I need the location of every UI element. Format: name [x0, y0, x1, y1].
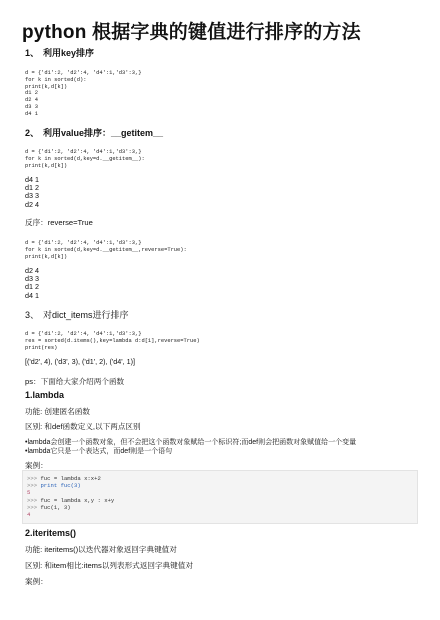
code-block-reverse-sort: d = {'d1':2, 'd2':4, 'd4':1,'d3':3,} for k in sorted(d,key=d.__getitem__,reverse=True): print(k,d[k]) [25, 240, 187, 260]
lambda-heading: 1.lambda [25, 390, 65, 400]
output-value-sort: d4 1 d1 2 d3 3 d2 4 [25, 175, 39, 209]
section-heading-items-sort [25, 308, 129, 321]
page-title: python 根据字典的键值进行排序的方法 [22, 22, 361, 43]
section-heading-text: 对dict_items进行排序 [43, 310, 129, 320]
code-block-items-sort: d = {'d1':2, 'd2':4, 'd4':1,'d3':3,} res = sorted(d.items(),key=lambda d:d[1],reverse=True) print(res) [25, 331, 200, 351]
output-reverse-sort: d2 4 d3 3 d1 2 d4 1 [25, 266, 39, 300]
lambda-code: >>> fuc = lambda x:x+2 >>> print fuc(3) 5 >>> fuc = lambda x,y : x+y >>> fuc(1, 3) 4 [27, 475, 115, 519]
section-heading-value-sort [25, 126, 163, 139]
ps-note: ps：下面给大家介绍两个函数 [25, 377, 125, 386]
output-items-sort: [('d2', 4), ('d3', 3), ('d1', 2), ('d4', 1)] [25, 357, 136, 366]
section-index: 3、 [25, 310, 40, 320]
section-heading-text: 利用value排序：__getitem__ [43, 128, 164, 138]
code-block-value-sort: d = {'d1':2, 'd2':4, 'd4':1,'d3':3,} for k in sorted(d,key=d.__getitem__): print(k,d[k]) [25, 149, 145, 169]
section-heading-key-sort [25, 46, 94, 59]
lambda-example-label: 案例： [25, 461, 48, 470]
iteritems-example-label: 案例： [25, 577, 48, 586]
iteritems-difference: 区别: 和item相比:items以列表形式返回字典键值对 [25, 561, 193, 570]
section-index: 2、 [25, 128, 40, 138]
lambda-code-box [22, 470, 418, 524]
section-heading-text: 利用key排序 [43, 48, 95, 58]
code-block-key-sort: d = {'d1':2, 'd2':4, 'd4':1,'d3':3,} for k in sorted(d): print(k,d[k]) d1 2 d2 4 d3 3 d4 1 [25, 70, 142, 117]
lambda-bullet-2: •lambda它只是一个表达式，而def则是一个语句 [25, 448, 173, 455]
lambda-difference: 区别: 和def函数定义,以下两点区别 [25, 422, 141, 431]
lambda-bullet-1: •lambda会创建一个函数对象，但不会把这个函数对象赋给一个标识符;而def则会把函数对象赋值给一个变量 [25, 439, 357, 446]
iteritems-heading: 2.iteritems() [25, 528, 77, 538]
iteritems-function-desc: 功能: iteritems()以迭代器对象返回字典键值对 [25, 545, 177, 554]
reverse-note: 反序：reverse=True [25, 218, 93, 227]
section-index: 1、 [25, 48, 40, 58]
lambda-function-desc: 功能: 创建匿名函数 [25, 407, 90, 416]
